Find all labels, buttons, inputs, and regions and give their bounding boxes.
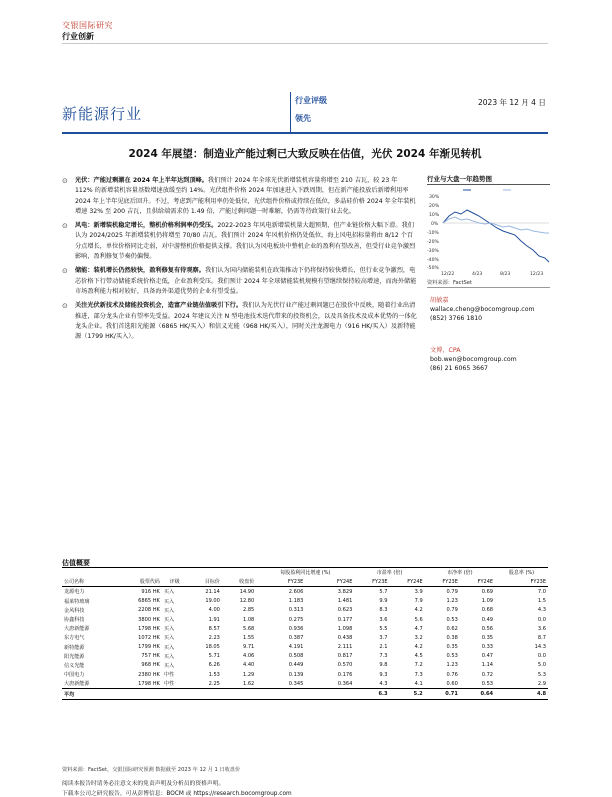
header-cell: 评级 xyxy=(162,577,188,587)
table-source: 资料来源：FactSet，交银国际研究预测 数据截至 2023 年 12 月 1 日收盘价 xyxy=(62,767,241,773)
table-cell: 4.06 xyxy=(242,653,255,660)
analyst-name: 文博，CPA xyxy=(430,347,461,354)
industry-title: 新能源行业 xyxy=(62,105,143,123)
table-cell: 7.9 xyxy=(414,598,423,605)
table-cell: 0.387 xyxy=(288,634,304,641)
valuation-table xyxy=(62,568,548,700)
key-point xyxy=(62,221,417,262)
table-cell: 0.79 xyxy=(446,607,458,614)
table-cell: 5.68 xyxy=(242,625,255,632)
header-cell: 收盘价 xyxy=(222,577,256,587)
y-tick: -40% xyxy=(427,258,439,263)
table-row xyxy=(62,652,548,661)
table-cell: 1.08 xyxy=(242,616,255,623)
table-cell: 中性 xyxy=(163,681,175,688)
table-cell: 买入 xyxy=(163,607,175,614)
table-cell: 4.1 xyxy=(414,680,423,687)
x-tick: 12/22 xyxy=(441,272,455,276)
table-cell: 1.23 xyxy=(446,662,458,669)
x-tick: 12/23 xyxy=(530,272,544,276)
header-cell: FY23E xyxy=(354,577,389,587)
circle-arrow-icon: ⊙ xyxy=(62,302,68,311)
table-cell: 0.53 xyxy=(446,653,458,660)
x-tick: 8/23 xyxy=(500,272,511,276)
table-cell: 8.57 xyxy=(208,625,220,632)
header-cell xyxy=(115,568,162,577)
trend-chart xyxy=(427,186,550,276)
key-point-heading: 风电：新增装机稳定增长，整机价格利润率仍受压。 xyxy=(75,222,218,230)
table-header xyxy=(62,577,548,587)
table-cell: 1072 HK xyxy=(138,634,160,641)
table-cell: 4.2 xyxy=(414,644,423,651)
table-cell: 大唐新能源 xyxy=(64,626,90,633)
y-tick: -50% xyxy=(427,266,439,271)
table-cell: 协鑫科技 xyxy=(64,617,85,624)
table-title: 估值概要 xyxy=(62,559,90,567)
table-cell: 0.0 xyxy=(537,616,546,623)
table-cell: 6.26 xyxy=(208,662,220,669)
table-cell: 2380 HK xyxy=(138,671,160,678)
header-cell: 股票代码 xyxy=(115,577,162,587)
table-cell: 9.71 xyxy=(242,644,255,651)
key-point-text: 我们认为光伏行业产能过剩问题已在股价中反映，随着行业出清推进，部分龙头企业有望率先受益。2024 年建议关注 N 型电池技术迭代带来的投资机会，以及具备技术及成本优势的一体化龙头企业。我们首选阳光能源（6865 HK/买入）和信义光能（968 HK/买入），同时关注龙源电力（916 HK/买入）及新特能源（1799 HK/买入）。 xyxy=(75,302,417,341)
table-cell: 信义光能 xyxy=(64,662,85,669)
table-cell: 福莱特玻璃 xyxy=(64,598,90,605)
table-cell: 2.111 xyxy=(337,644,353,651)
table-cell: 1.53 xyxy=(208,671,220,678)
side-chart-title: 行业与大盘一年趋势图 xyxy=(427,175,492,183)
disclaimer-note: 阅读本报告时请务必注意文末的免责声明及分析员的资格声明。 xyxy=(62,781,225,787)
table-cell: 1.55 xyxy=(242,634,255,641)
table-cell: 9.9 xyxy=(379,598,388,605)
table-cell: 新特能源 xyxy=(64,644,85,651)
y-tick: -30% xyxy=(427,249,439,254)
table-cell: 买入 xyxy=(163,662,175,669)
side-chart-source: 资料来源：FactSet xyxy=(427,280,473,286)
table-cell: 0.33 xyxy=(481,644,494,651)
table-cell: 2.606 xyxy=(288,588,304,595)
key-point-heading: 关注光伏新技术及储能投资机会，造富产业链估值吸引下行。 xyxy=(75,302,243,310)
index-series xyxy=(443,217,549,233)
table-cell: 2.23 xyxy=(208,634,220,641)
table-cell: 1.23 xyxy=(446,598,458,605)
table-cell: 0.35 xyxy=(481,634,494,641)
table-cell: 8.3 xyxy=(379,607,388,614)
y-tick: 20% xyxy=(429,204,440,209)
header-cell: FY23E xyxy=(425,577,460,587)
table-cell: 1.14 xyxy=(481,662,494,669)
table-cell: 14.90 xyxy=(239,588,255,595)
table-cell: 3.6 xyxy=(379,616,388,623)
side-chart-rule xyxy=(427,184,550,185)
table-cell: 4.3 xyxy=(537,607,546,614)
table-cell: 买入 xyxy=(163,635,175,642)
table-cell: 8.7 xyxy=(537,634,546,641)
table-cell: 0.68 xyxy=(481,607,494,614)
table-row xyxy=(62,624,548,633)
header-cell: FY23E xyxy=(495,577,548,587)
table-cell: 7.2 xyxy=(414,662,423,669)
table-body xyxy=(62,587,548,689)
table-cell: 大唐新能源 xyxy=(64,681,90,688)
table-cell: 1.5 xyxy=(537,598,546,605)
report-type: 行业评级 xyxy=(295,96,327,105)
table-cell: 0.570 xyxy=(337,662,353,669)
table-cell: 2.85 xyxy=(242,607,255,614)
header-cell: 市盈率 (倍) xyxy=(376,570,403,577)
circle-arrow-icon: ⊙ xyxy=(62,267,68,276)
analyst-email[interactable]: wallace.cheng@bocomgroup.com xyxy=(430,306,535,313)
table-cell: 9.8 xyxy=(379,662,388,669)
table-cell: 1.09 xyxy=(481,598,494,605)
brand-logo: 交银国际研究 xyxy=(62,21,113,30)
analyst-phone: (852) 3766 1810 xyxy=(430,315,483,322)
table-cell: 1798 HK xyxy=(138,625,160,632)
table-cell: 7.3 xyxy=(414,671,423,678)
analyst-email[interactable]: bob.wen@bocomgroup.com xyxy=(430,356,517,363)
y-tick: 30% xyxy=(429,195,440,200)
y-tick: -20% xyxy=(427,240,439,245)
table-cell: 1.481 xyxy=(337,598,353,605)
table-cell: 0.79 xyxy=(446,588,458,595)
x-tick: 4/23 xyxy=(472,272,483,276)
key-point-heading: 光伏：产能过剩潮在 2024 年上半年达到顶峰。 xyxy=(75,177,208,184)
analyst-card xyxy=(430,296,535,323)
table-cell: 3.2 xyxy=(414,634,423,641)
table-cell: 中国电力 xyxy=(64,672,85,679)
industry-series xyxy=(443,210,549,262)
table-cell: 21.14 xyxy=(205,588,220,595)
table-cell: 买入 xyxy=(163,598,175,605)
header-divider xyxy=(62,43,548,44)
table-row xyxy=(62,661,548,670)
table-row xyxy=(62,587,548,597)
header-cell: 股息率 (%) xyxy=(508,570,535,577)
table-cell: 7.0 xyxy=(537,588,546,595)
table-cell: 0.177 xyxy=(337,616,353,623)
summary-cell: 4.8 xyxy=(495,689,548,699)
table-cell: 1.91 xyxy=(208,616,220,623)
table-cell: 0.76 xyxy=(446,671,458,678)
table-cell: 2.25 xyxy=(208,680,220,687)
table-cell: 4.2 xyxy=(414,607,423,614)
y-tick: -10% xyxy=(427,231,439,236)
section-tag: 行业创新 xyxy=(62,32,94,41)
table-cell: 0.53 xyxy=(446,616,458,623)
table-cell: 3.7 xyxy=(379,634,388,641)
report-headline: 2024 年展望：制造业产能过剩已大致反映在估值，光伏 2024 年渐见转机 xyxy=(128,148,482,160)
table-cell: 0.69 xyxy=(481,588,494,595)
table-cell: 19.00 xyxy=(205,598,220,605)
table-cell: 0.35 xyxy=(446,644,458,651)
table-cell: 4.00 xyxy=(208,607,220,614)
table-cell: 3800 HK xyxy=(138,616,160,623)
table-cell: 1.098 xyxy=(337,625,353,632)
key-point-text: 我们认为国内储能装机在政策推动下仍将保持较快增长，但行业竞争激烈，电芯价格下行带动储能系统价格走低，企业盈利受压。我们预计 2024 年全球储能装机规模有望继续保持较高增速，而海外储能市场盈利能力相对较好，具备海外渠道优势的企业有望受益。 xyxy=(75,267,417,295)
table-cell: 0.275 xyxy=(288,616,304,623)
table-cell: 东方电气 xyxy=(64,635,85,642)
header-cell: 公司名称 xyxy=(62,577,115,587)
table-cell: 1799 HK xyxy=(138,644,160,651)
table-cell: 4.40 xyxy=(242,662,255,669)
table-cell: 0.345 xyxy=(288,680,304,687)
table-cell: 5.7 xyxy=(379,588,388,595)
table-header-top xyxy=(62,568,548,577)
table-cell: 0.508 xyxy=(288,653,304,660)
table-cell: 3.829 xyxy=(337,588,353,595)
circle-arrow-icon: ⊙ xyxy=(62,222,68,231)
table-cell: 0.313 xyxy=(288,607,304,614)
table-cell: 6865 HK xyxy=(138,598,160,605)
summary-cell: 平均 xyxy=(62,689,115,699)
table-cell: 2208 HK xyxy=(138,607,160,614)
table-row xyxy=(62,643,548,652)
analyst-phone: (86) 21 6065 3667 xyxy=(430,365,488,372)
table-cell: 0.38 xyxy=(446,634,458,641)
table-cell: 买入 xyxy=(163,589,175,596)
table-cell: 阳光能源 xyxy=(64,653,85,660)
table-row xyxy=(62,633,548,642)
table-cell: 0.139 xyxy=(288,671,304,678)
key-point-heading: 储能：装机增长仍然较快，盈利修复有待观察。 xyxy=(75,267,205,275)
table-cell: 5.5 xyxy=(379,625,388,632)
table-summary-row xyxy=(62,689,548,699)
table-cell: 0.0 xyxy=(537,653,546,660)
summary-cell: 5.2 xyxy=(390,689,425,699)
key-point xyxy=(62,266,417,297)
table-cell: 中性 xyxy=(163,672,175,679)
header-cell: 每股盈利同比增速 (%) xyxy=(280,570,331,577)
key-point xyxy=(62,301,417,342)
header-cell xyxy=(62,568,115,577)
key-points xyxy=(62,176,417,346)
table-cell: 2.9 xyxy=(537,680,546,687)
header-cell: FY24E xyxy=(305,577,354,587)
key-point-text: 我们预计 2024 年全球光伏新增装机容量将增至 210 吉瓦，较 23 年 112% 的新增装机容量基数增速放缓至约 14%。光伏组件价格 2024 年加速进入下跌周期，但在新产能投放后新增利用率 2024 年上半年见底后回升。不过，考虑到产能利用率仍处低位，光伏组件价格或持续在低位，多晶硅价格 2024 年全年装机增速 32% 至 200 吉瓦，且供给端需求仍 1.49 倍，产能过剩问题一时难解，仍需等待政策行业去化。 xyxy=(75,177,416,215)
y-tick: 10% xyxy=(429,213,440,218)
table-cell: 0.817 xyxy=(337,653,353,660)
header-cell: FY23E xyxy=(256,577,305,587)
table-cell: 金风科技 xyxy=(64,607,85,614)
table-cell: 0.623 xyxy=(337,607,353,614)
table-cell: 1.29 xyxy=(242,671,255,678)
key-point xyxy=(62,176,417,217)
download-note: 下载本公司之研究报告，可从彭博信息：BOCM 或 https://research.bocomgroup.com xyxy=(62,791,292,797)
table-cell: 0.53 xyxy=(481,680,494,687)
table-row xyxy=(62,597,548,606)
table-cell: 5.3 xyxy=(537,671,546,678)
table-cell: 5.6 xyxy=(414,616,423,623)
table-cell: 0.176 xyxy=(337,671,353,678)
table-cell: 4.3 xyxy=(379,680,388,687)
table-cell: 1.183 xyxy=(288,598,304,605)
table-cell: 1.62 xyxy=(242,680,255,687)
table-row xyxy=(62,615,548,624)
table-cell: 0.62 xyxy=(446,625,458,632)
table-cell: 0.438 xyxy=(337,634,353,641)
table-cell: 5.0 xyxy=(537,662,546,669)
header-cell: 市净率 (倍) xyxy=(447,570,473,577)
table-cell: 龙源电力 xyxy=(64,589,85,596)
header-cell: FY24E xyxy=(460,577,495,587)
table-cell: 3.6 xyxy=(537,625,546,632)
table-cell: 4.5 xyxy=(414,653,423,660)
analyst-card xyxy=(430,346,517,373)
table-cell: 0.49 xyxy=(481,616,494,623)
table-cell: 0.364 xyxy=(337,680,353,687)
report-date: 2023 年 12 月 4 日 xyxy=(478,98,546,107)
summary-cell: 0.71 xyxy=(425,689,460,699)
table-cell: 0.936 xyxy=(288,625,304,632)
title-separator xyxy=(290,92,291,132)
summary-cell: 0.64 xyxy=(460,689,495,699)
table-row xyxy=(62,606,548,615)
table-cell: 916 HK xyxy=(141,588,160,595)
table-cell: 757 HK xyxy=(141,653,160,660)
header-cell xyxy=(188,568,222,577)
table-cell: 买入 xyxy=(163,644,175,651)
table-cell: 买入 xyxy=(163,617,175,624)
trend-chart-svg xyxy=(427,186,550,276)
table-cell: 3.9 xyxy=(414,588,423,595)
table-cell: 14.3 xyxy=(534,644,546,651)
table-cell: 9.3 xyxy=(379,671,388,678)
header-cell xyxy=(222,568,256,577)
table-cell: 0.56 xyxy=(481,625,494,632)
table-cell: 5.71 xyxy=(208,653,220,660)
table-cell: 12.80 xyxy=(239,598,255,605)
rating: 领先 xyxy=(295,114,311,123)
table-cell: 7.3 xyxy=(379,653,388,660)
table-cell: 1798 HK xyxy=(138,680,160,687)
circle-arrow-icon: ⊙ xyxy=(62,177,68,185)
table-cell: 4.7 xyxy=(414,625,423,632)
table-cell: 买入 xyxy=(163,626,175,633)
table-cell: 0.47 xyxy=(481,653,494,660)
summary-cell: 6.3 xyxy=(354,689,389,699)
title-rule xyxy=(62,132,548,134)
table-row xyxy=(62,679,548,689)
key-point-text: 2022-2023 年风电新增装机量大超预期，但产业链价格大幅下滑。我们认为 2024/2025 年新增装机仍将增至 70/80 吉瓦。我们预计 2024 年风机价格仍处低位，海上风电招标量将由 8/12 个百分点增长，单位价格同比走弱，对中游整机价格提供支撑。我们认为风电板块中整机企业的盈利有望改善，但受行业竞争激烈影响，盈利修复节奏仍偏慢。 xyxy=(75,222,416,261)
table-cell: 0.72 xyxy=(481,671,494,678)
analyst-name: 胡敏嘉 xyxy=(430,297,449,304)
table-cell: 2.1 xyxy=(379,644,388,651)
header-cell: 目标价 xyxy=(188,577,222,587)
header-cell xyxy=(162,568,188,577)
header-cell: FY24E xyxy=(390,577,425,587)
table-cell: 0.449 xyxy=(288,662,304,669)
table-cell: 0.60 xyxy=(446,680,458,687)
table-cell: 968 HK xyxy=(141,662,160,669)
table-cell: 4.191 xyxy=(288,644,304,651)
table-cell: 18.05 xyxy=(205,644,220,651)
table-row xyxy=(62,670,548,679)
side-divider xyxy=(427,287,550,288)
y-tick: 0% xyxy=(431,222,439,227)
table-cell: 买入 xyxy=(163,653,175,660)
